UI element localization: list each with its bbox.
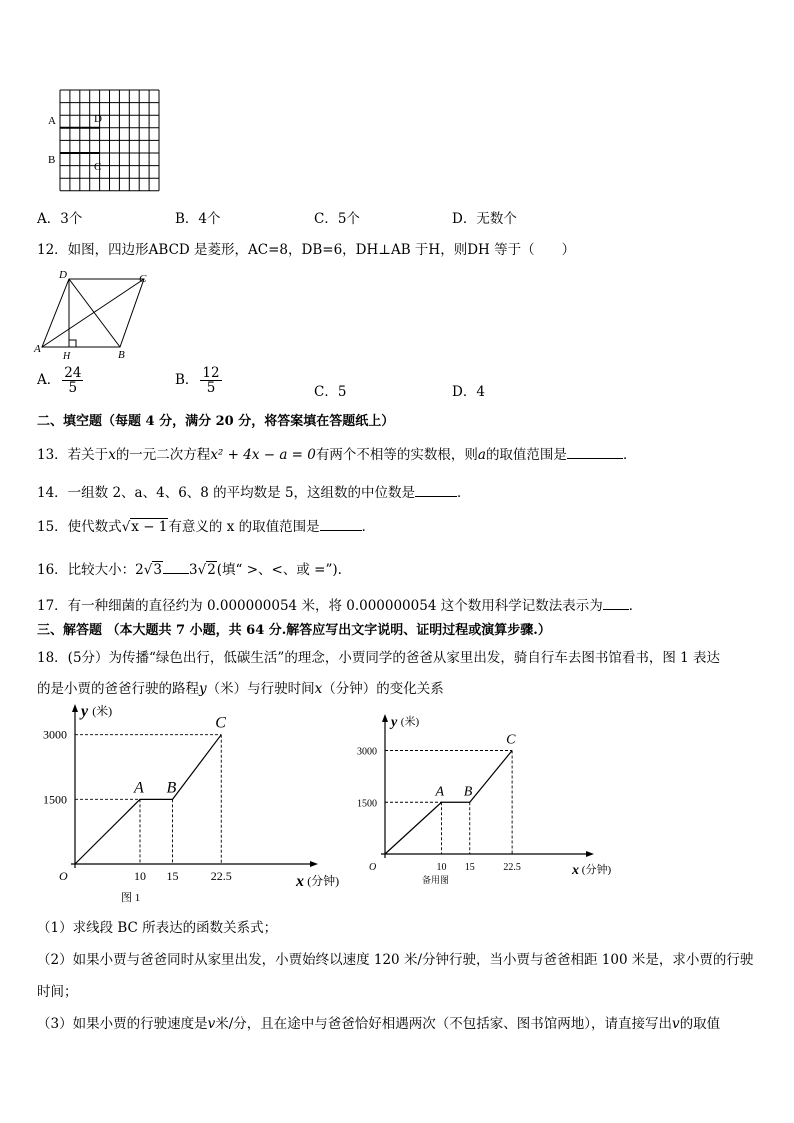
rhombus-label-c: C	[139, 273, 147, 285]
y-axis-arrow	[72, 704, 78, 712]
q12-option-c: C．5	[314, 384, 347, 400]
q17: 17．有一种细菌的直径约为 0.000000054 米，将 0.000000054 这个数用科学记数法表示为 ．	[37, 598, 643, 614]
point-label-b: B	[166, 779, 177, 797]
chart-caption: 图 1	[121, 892, 141, 904]
q12-stem: 12．如图，四边形ABCD 是菱形，AC=8，DB=6，DH⊥AB 于H，则DH 等于（ ）	[37, 242, 576, 258]
q11-option-c: C．5个	[314, 211, 360, 227]
q16: 16．比较大小：2√3 3√2(填“ >、<、或 =”).	[37, 562, 342, 578]
point-label-a: A	[134, 779, 144, 797]
chart-figure-1	[30, 700, 365, 910]
x-tick-label: 10	[134, 869, 146, 883]
origin-label: O	[59, 869, 68, 883]
q17-answer-blank	[603, 597, 629, 610]
q15-answer-blank	[320, 518, 362, 531]
grid-label-c: C	[94, 161, 102, 173]
rhombus-label-a: A	[34, 343, 41, 355]
chart-figure-2	[357, 712, 650, 892]
y-tick-label: 3000	[357, 746, 377, 758]
q11-option-a: A．3个	[37, 211, 83, 227]
x-axis-arrow	[310, 861, 318, 867]
x-axis-label: x	[572, 863, 579, 878]
x-axis-label: x	[296, 873, 304, 890]
q15: 15．使代数式√x − 1有意义的 x 的取值范围是 ．	[37, 519, 376, 535]
x-tick-label: 22.5	[210, 869, 232, 883]
x-axis-arrow	[586, 851, 594, 857]
y-tick-label: 1500	[43, 792, 67, 807]
chart-caption: 备用图	[422, 875, 450, 885]
q12-option-d: D．4	[452, 384, 485, 400]
y-axis-label: y	[391, 715, 398, 730]
rhombus-figure	[32, 266, 162, 362]
q13: 13．若关于x的一元二次方程x² + 4x − a = 0有两个不相等的实数根，则a的取值范围是 ．	[37, 447, 637, 463]
rhombus-label-h: H	[63, 351, 71, 362]
section-fill-in-heading: 二、填空题（每题 4 分，满分 20 分，将答案填在答题纸上）	[37, 414, 395, 429]
y-tick-label: 3000	[43, 727, 67, 742]
point-label-b: B	[463, 784, 473, 800]
q18-sub-3: （3）如果小贾的行驶速度是v米/分，且在途中与爸爸恰好相遇两次（不包括家、图书馆两地），请直接写出v的取值	[37, 1016, 721, 1032]
q18-sub-1: （1）求线段 BC 所表达的函数关系式；	[37, 920, 278, 936]
q18-line-1: 18．(5分）为传播“绿色出行，低碳生活”的理念，小贾同学的爸爸从家里出发，骑自行车去图书馆看书，图 1 表达	[37, 650, 721, 666]
q18-sub-2-line-2: 时间；	[37, 984, 78, 1000]
grid-label-b: B	[48, 154, 56, 166]
y-axis-unit: (米)	[400, 716, 420, 728]
q14: 14．一组数 2、a、4、6、8 的平均数是 5，这组数的中位数是 ．	[37, 485, 471, 501]
q11-option-b: B．4个	[175, 211, 221, 227]
q16-answer-blank	[163, 561, 189, 574]
rhombus-label-b: B	[118, 349, 125, 361]
x-tick-label: 22.5	[503, 862, 521, 873]
grid-figure	[44, 88, 164, 194]
x-tick-label: 15	[166, 869, 179, 883]
y-axis-arrow	[382, 714, 388, 722]
rhombus-label-d: D	[59, 269, 67, 281]
x-axis-unit: (分钟)	[581, 864, 612, 876]
q14-answer-blank	[415, 484, 457, 497]
q11-option-d: D．无数个	[452, 211, 517, 227]
y-tick-label: 1500	[357, 798, 377, 810]
x-tick-label: 15	[464, 862, 475, 873]
origin-label: O	[369, 862, 377, 873]
q12-option-a: A． $\frac{24}{5}$	[37, 365, 82, 397]
series-line	[385, 751, 512, 855]
section-solve-heading: 三、解答题 （本大题共 7 小题，共 64 分.解答应写出文字说明、证明过程或演算步骤.）	[37, 623, 551, 638]
q18-line-2: 的是小贾的爸爸行驶的路程y（米）与行驶时间x（分钟）的变化关系	[37, 681, 444, 697]
q18-sub-2-line-1: （2）如果小贾与爸爸同时从家里出发，小贾始终以速度 120 米/分钟行驶，当小贾与爸爸相距 100 米是，求小贾的行驶	[37, 952, 754, 968]
q12-option-b: B． $\frac{12}{5}$	[175, 365, 220, 397]
grid-label-d: D	[94, 113, 102, 125]
grid-label-a: A	[48, 115, 56, 127]
y-axis-label: y	[81, 703, 89, 720]
point-label-c: C	[215, 714, 226, 732]
point-label-c: C	[506, 732, 516, 748]
y-axis-unit: (米)	[92, 704, 113, 718]
x-axis-unit: (分钟)	[307, 874, 340, 888]
x-tick-label: 10	[436, 862, 447, 873]
q13-answer-blank	[567, 446, 623, 459]
point-label-a: A	[435, 784, 445, 800]
